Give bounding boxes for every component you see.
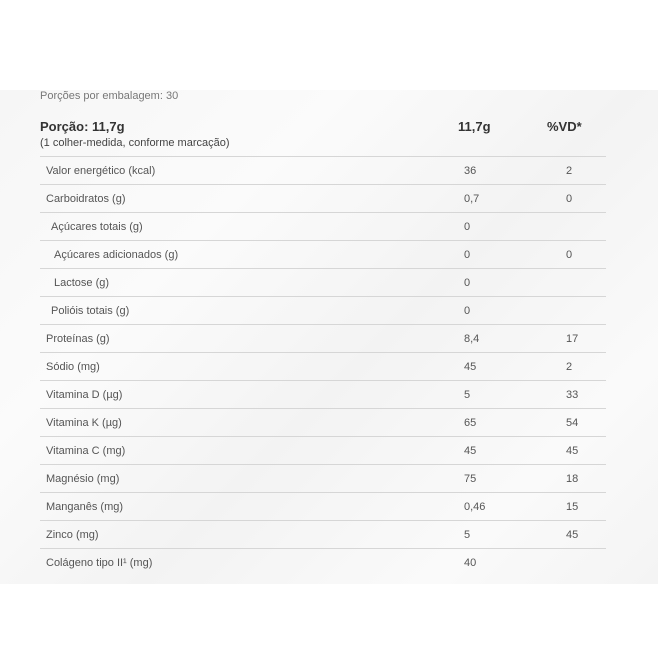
nutrient-daily-value: 54 <box>566 417 579 429</box>
nutrient-name: Lactose (g) <box>54 277 110 289</box>
nutrient-quantity: 45 <box>464 445 477 457</box>
nutrient-daily-value: 45 <box>566 529 579 541</box>
nutrient-name: Valor energético (kcal) <box>46 165 156 177</box>
nutrient-name: Colágeno tipo II¹ (mg) <box>46 557 153 569</box>
nutrient-daily-value: 15 <box>566 501 579 513</box>
table-row <box>40 381 606 409</box>
nutrient-quantity: 0 <box>464 305 471 317</box>
nutrient-name: Vitamina C (mg) <box>46 445 126 457</box>
nutrient-quantity: 75 <box>464 473 477 485</box>
nutrient-name: Zinco (mg) <box>46 529 99 541</box>
nutrient-quantity: 0,7 <box>464 193 480 205</box>
nutrient-name: Magnésio (mg) <box>46 473 120 485</box>
nutrient-name: Vitamina K (µg) <box>46 417 122 429</box>
nutrient-daily-value: 2 <box>566 165 573 177</box>
nutrient-name: Açúcares totais (g) <box>51 221 143 233</box>
table-row <box>40 297 606 325</box>
table-row <box>40 493 606 521</box>
nutrient-name: Polióis totais (g) <box>51 305 130 317</box>
nutrient-quantity: 5 <box>464 529 471 541</box>
portion-subtitle: (1 colher-medida, conforme marcação) <box>40 137 230 149</box>
nutrient-quantity: 0 <box>464 277 471 289</box>
nutrient-quantity: 0 <box>464 221 471 233</box>
table-row <box>40 213 606 241</box>
table-row <box>40 353 606 381</box>
table-row <box>40 185 606 213</box>
table-row <box>40 465 606 493</box>
nutrient-daily-value: 45 <box>566 445 579 457</box>
nutrient-quantity: 8,4 <box>464 333 480 345</box>
nutrition-table <box>40 156 606 576</box>
nutrient-name: Vitamina D (µg) <box>46 389 123 401</box>
servings-per-package: Porções por embalagem: 30 <box>40 90 179 102</box>
table-row <box>40 409 606 437</box>
nutrient-daily-value: 17 <box>566 333 579 345</box>
nutrient-quantity: 0 <box>464 249 471 261</box>
column-header-quantity: 11,7g <box>458 119 491 134</box>
table-row <box>40 521 606 549</box>
nutrient-quantity: 5 <box>464 389 471 401</box>
nutrient-name: Açúcares adicionados (g) <box>54 249 179 261</box>
table-row <box>40 437 606 465</box>
table-row <box>40 157 606 185</box>
table-row <box>40 549 606 576</box>
nutrient-daily-value: 18 <box>566 473 579 485</box>
nutrient-quantity: 0,46 <box>464 501 486 513</box>
nutrient-quantity: 36 <box>464 165 477 177</box>
portion-title: Porção: 11,7g <box>40 119 125 134</box>
nutrient-quantity: 40 <box>464 557 477 569</box>
table-row <box>40 325 606 353</box>
nutrient-daily-value: 0 <box>566 249 573 261</box>
nutrient-name: Manganês (mg) <box>46 501 124 513</box>
nutrient-quantity: 45 <box>464 361 477 373</box>
nutrient-name: Proteínas (g) <box>46 333 110 345</box>
table-row <box>40 241 606 269</box>
nutrient-daily-value: 33 <box>566 389 579 401</box>
nutrient-name: Carboidratos (g) <box>46 193 126 205</box>
nutrient-quantity: 65 <box>464 417 477 429</box>
nutrient-daily-value: 0 <box>566 193 573 205</box>
nutrient-daily-value: 2 <box>566 361 573 373</box>
nutrition-facts-panel <box>0 90 658 584</box>
nutrient-name: Sódio (mg) <box>46 361 100 373</box>
table-row <box>40 269 606 297</box>
column-header-daily-value: %VD* <box>547 119 582 134</box>
